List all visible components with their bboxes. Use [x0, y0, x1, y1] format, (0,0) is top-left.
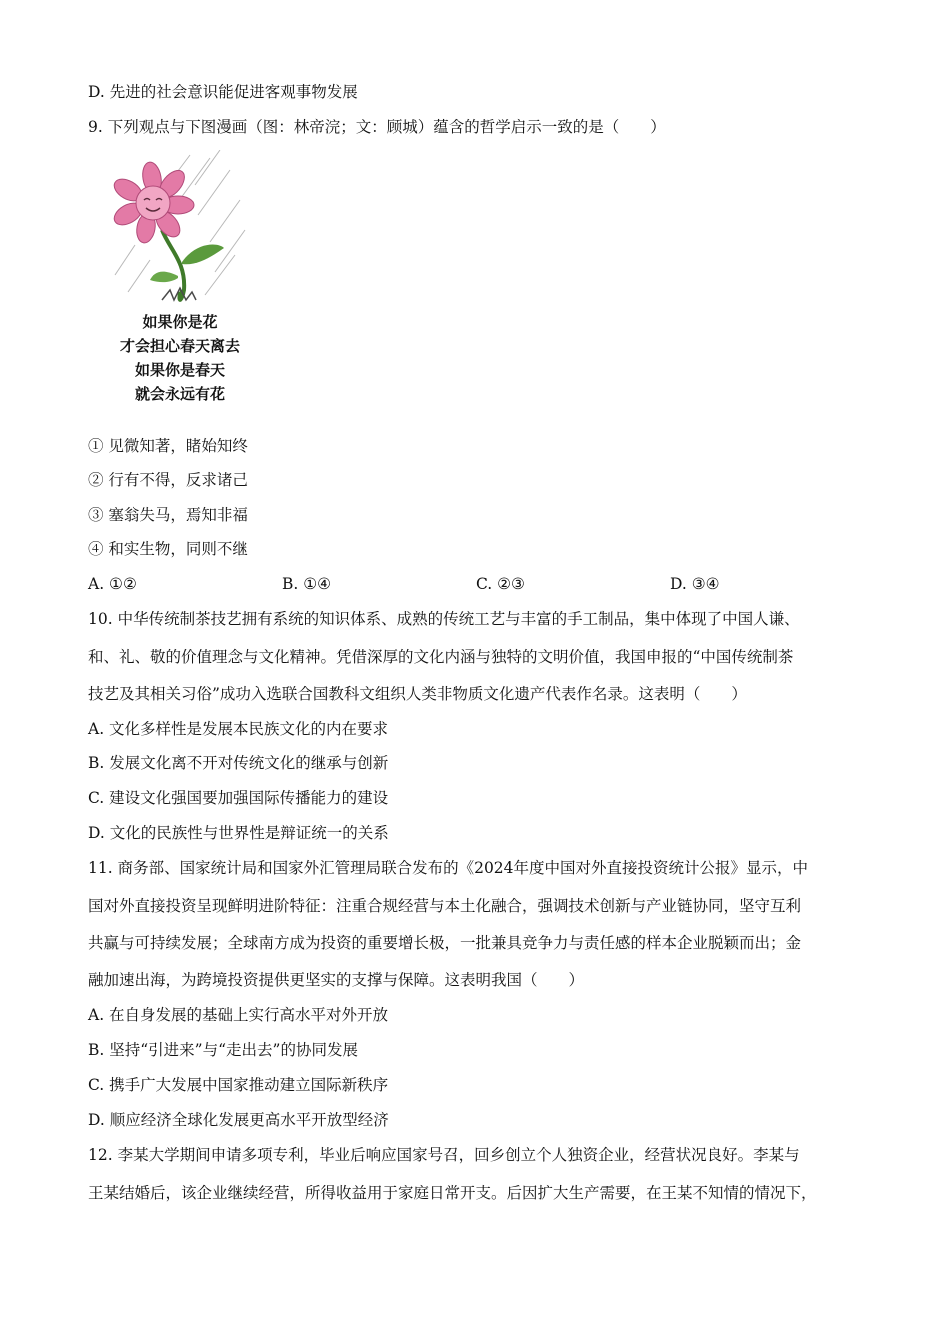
q12-stem-line-2: 王某结婚后，该企业继续经营，所得收益用于家庭日常开支。后因扩大生产需要，在王某不知情的情况下，	[88, 1184, 817, 1202]
cartoon-line-2: 才会担心春天离去	[119, 337, 241, 355]
flower-in-rain-icon	[100, 150, 260, 410]
q9-option-b: B. ①④	[282, 575, 332, 593]
q10-option-d: D. 文化的民族性与世界性是辩证统一的关系	[88, 824, 389, 842]
q11-option-d: D. 顺应经济全球化发展更高水平开放型经济	[88, 1111, 389, 1129]
cartoon-line-4: 就会永远有花	[134, 385, 226, 403]
q11-option-c: C. 携手广大发展中国家推动建立国际新秩序	[88, 1076, 389, 1094]
q10-stem-line-2: 和、礼、敬的价值理念与文化精神。凭借深厚的文化内涵与独特的文明价值，我国申报的“中国传统制茶	[88, 648, 794, 666]
cartoon-line-1: 如果你是花	[142, 313, 218, 331]
q9-statement-2: ② 行有不得，反求诸己	[88, 471, 248, 489]
q11-option-b: B. 坚持“引进来”与“走出去”的协同发展	[88, 1041, 358, 1059]
q11-stem-line-4: 融加速出海，为跨境投资提供更坚实的支撑与保障。这表明我国（ ）	[88, 971, 585, 989]
q9-option-d: D. ③④	[670, 575, 720, 593]
cartoon-line-3: 如果你是春天	[134, 361, 226, 379]
q9-option-c: C. ②③	[476, 575, 525, 593]
q10-option-b: B. 发展文化离不开对传统文化的继承与创新	[88, 754, 389, 772]
q10-option-a: A. 文化多样性是发展本民族文化的内在要求	[88, 720, 389, 738]
q11-option-a: A. 在自身发展的基础上实行高水平对外开放	[88, 1006, 389, 1024]
q11-stem-line-3: 共赢与可持续发展；全球南方成为投资的重要增长极，一批兼具竞争力与责任感的样本企业脱颖而出；金	[88, 934, 802, 952]
q10-stem-line-3: 技艺及其相关习俗”成功入选联合国教科文组织人类非物质文化遗产代表作名录。这表明（ ）	[88, 685, 747, 703]
q9-stem: 9. 下列观点与下图漫画（图：林帝浣；文：顾城）蕴含的哲学启示一致的是（ ）	[88, 118, 666, 136]
q9-statement-3: ③ 塞翁失马，焉知非福	[88, 506, 248, 524]
q11-stem-line-2: 国对外直接投资呈现鲜明进阶特征：注重合规经营与本土化融合，强调技术创新与产业链协同，坚守互利	[88, 897, 802, 915]
q11-stem-line-1: 11. 商务部、国家统计局和国家外汇管理局联合发布的《2024年度中国对外直接投资统计公报》显示，中	[88, 859, 809, 877]
q9-statement-4: ④ 和实生物，同则不继	[88, 540, 248, 558]
q9-option-a: A. ①②	[88, 575, 137, 593]
q9-statement-1: ① 见微知著，睹始知终	[88, 437, 248, 455]
q10-option-c: C. 建设文化强国要加强国际传播能力的建设	[88, 789, 389, 807]
q10-stem-line-1: 10. 中华传统制茶技艺拥有系统的知识体系、成熟的传统工艺与丰富的手工制品，集中体现了中国人谦、	[88, 610, 800, 628]
q8-option-d: D. 先进的社会意识能促进客观事物发展	[88, 83, 358, 101]
q12-stem-line-1: 12. 李某大学期间申请多项专利，毕业后响应国家号召，回乡创立个人独资企业，经营状况良好。李某与	[88, 1146, 800, 1164]
